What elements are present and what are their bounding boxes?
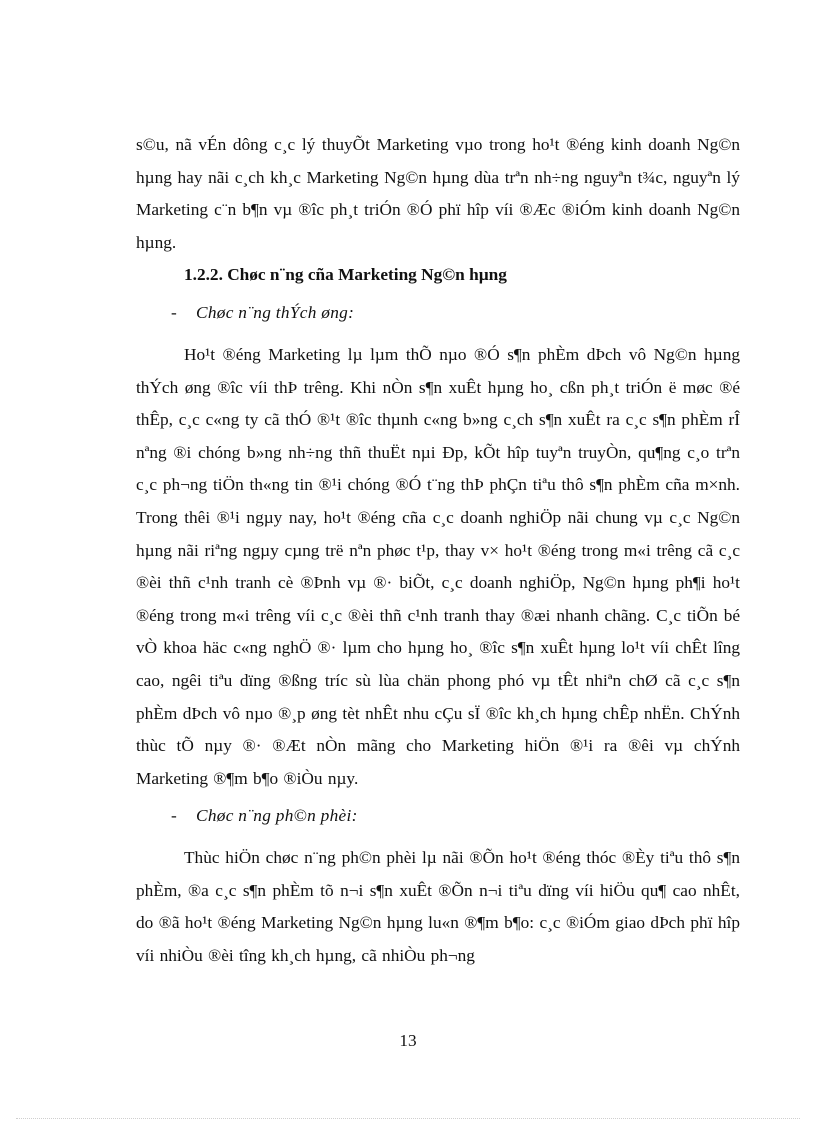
section-heading: 1.2.2. Chøc n¨ng cña Marketing Ng©n hµng (184, 265, 507, 285)
bullet-adaptation-function (136, 292, 740, 333)
bullet-label: Chøc n¨ng ph©n phèi: (196, 806, 358, 826)
bullet-distribution-function (136, 795, 740, 836)
paragraph-distribution: Thùc hiÖn chøc n¨ng ph©n phèi lµ nãi ®Õn ho¹t ®éng thóc ®Èy tiªu thô s¶n phÈm, ®a c¸c s¶n phÈm tõ n¬i s¶n xuÊt ®Õn n¬i tiªu dïng víi hiÖu qu¶ cao nhÊt, do ®ã ho¹t ®éng Marketing Ng©n hµng lu«n ®¶m b¶o: c¸c ®iÓm giao dÞch phï hîp víi nhiÒu ®èi tîng kh¸ch hµng, cã nhiÒu ph¬ng (136, 848, 740, 966)
page-number: 13 (399, 1031, 417, 1050)
paragraph-intro: s©u, nã vÉn dông c¸c lý thuyÕt Marketing vµo trong ho¹t ®éng kinh doanh Ng©n hµng hay nãi c¸ch kh¸c Marketing Ng©n hµng dùa trªn nh÷ng nguyªn t¾c, nguyªn lý Marketing c¨n b¶n vµ ®îc ph¸t triÓn ®Ó phï hîp víi ®Æc ®iÓm kinh doanh Ng©n hµng. (136, 135, 740, 252)
bullet-dash: - (171, 806, 178, 826)
page-bottom-divider (16, 1118, 800, 1119)
paragraph-adaptation: Ho¹t ®éng Marketing lµ lµm thÕ nµo ®Ó s¶n phÈm dÞch vô Ng©n hµng thÝch øng ®îc víi thÞ trêng. Khi nÒn s¶n xuÊt hµng ho¸ cßn ph¸t triÓn ë møc ®é thÊp, c¸c c«ng ty cã thÓ ®¹t ®îc thµnh c«ng b»ng c¸ch s¶n xuÊt ra c¸c s¶n phÈm rÎ nªng ®i chóng b»ng nh÷ng thñ thuËt nµi Ðp, kÕt hîp tuyªn truyÒn, qu¶ng c¸o trªn c¸c ph¬ng tiÖn th«ng tin ®¹i chóng ®Ó t¨ng thÞ phÇn tiªu thô s¶n phÈm cña m×nh. Trong thêi ®¹i ngµy nay, ho¹t ®éng cña c¸c doanh nghiÖp nãi chung vµ c¸c Ng©n hµng nãi riªng ngµy cµng trë nªn phøc t¹p, thay v× ho¹t ®éng trong m«i trêng cã c¸c ®èi thñ c¹nh tranh cè ®Þnh vµ ®· biÕt, c¸c doanh nghiÖp, Ng©n hµng ph¶i ho¹t ®éng trong m«i trêng víi c¸c ®èi thñ c¹nh tranh thay ®æi nhanh chãng. C¸c tiÕn bé vÒ khoa häc c«ng nghÖ ®· lµm cho hµng ho¸ ®îc s¶n xuÊt hµng lo¹t víi chÊt lîng cao, ngêi tiªu dïng ®ßng tríc sù lùa chän phong phó vµ tÊt nhiªn chØ cã c¸c s¶n phÈm dÞch vô nµo ®¸p øng tèt nhÊt nhu cÇu sÏ ®îc kh¸ch hµng chÊp nhËn. ChÝnh thùc tÕ nµy ®· ®Æt nÒn mãng cho Marketing hiÖn ®¹i ra ®êi vµ chÝnh Marketing ®¶m b¶o ®iÒu nµy. (136, 344, 740, 788)
bullet-dash: - (171, 302, 178, 322)
page-body (136, 129, 740, 973)
bullet-label: Chøc n¨ng thÝch øng: (196, 302, 355, 322)
